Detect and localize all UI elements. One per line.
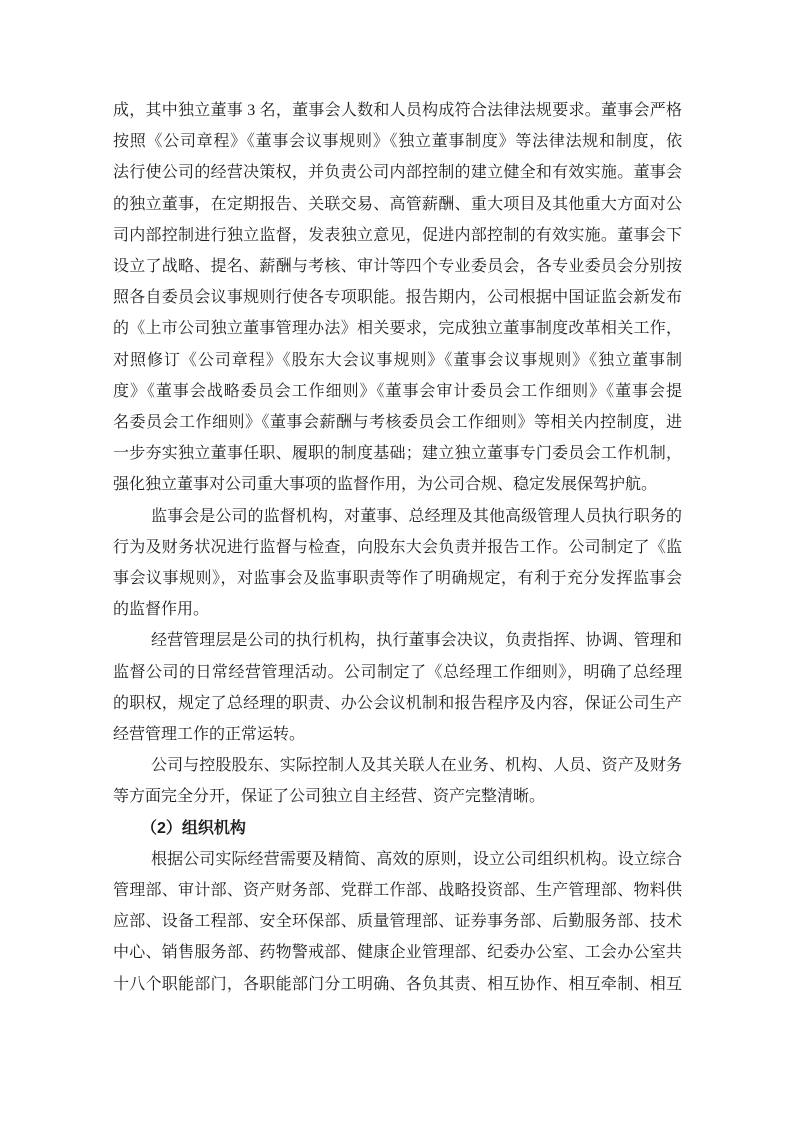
text-line: 管理部、审计部、资产财务部、党群工作部、战略投资部、生产管理部、物料供 — [113, 882, 682, 900]
text-line: 照各自委员会议事规则行使各专项职能。报告期内，公司根据中国证监会新发布 — [113, 289, 682, 307]
text-line: 的监督作用。 — [113, 601, 210, 619]
text-line: 等方面完全分开，保证了公司独立自主经营、资产完整清晰。 — [113, 788, 546, 806]
section-heading: （2）组织机构 — [141, 819, 246, 837]
text-line: 的独立董事，在定期报告、关联交易、高管薪酬、重大项目及其他重大方面对公 — [113, 195, 682, 213]
text-line: 事会议事规则》，对监事会及监事职责等作了明确规定，有利于充分发挥监事会 — [113, 570, 682, 588]
text-line: 经营管理工作的正常运转。 — [113, 726, 306, 744]
section-heading-org-structure — [113, 813, 682, 844]
paragraph-management — [113, 625, 682, 750]
text-line: 法行使公司的经营决策权，并负责公司内部控制的建立健全和有效实施。董事会 — [113, 164, 682, 182]
paragraph-independence — [113, 750, 682, 812]
text-line: 设立了战略、提名、薪酬与考核、审计等四个专业委员会，各专业委员会分别按 — [113, 258, 682, 276]
text-line: 行为及财务状况进行监督与检查，向股东大会负责并报告工作。公司制定了《监 — [113, 538, 682, 556]
text-line: 的《上市公司独立董事管理办法》相关要求，完成独立董事制度改革相关工作， — [113, 320, 682, 338]
text-line: 中心、销售服务部、药物警戒部、健康企业管理部、纪委办公室、工会办公室共 — [113, 944, 682, 962]
text-line: 司内部控制进行独立监督，发表独立意见，促进内部控制的有效实施。董事会下 — [113, 226, 682, 244]
text-line: 监督公司的日常经营管理活动。公司制定了《总经理工作细则》，明确了总经理 — [113, 663, 682, 681]
text-line: 按照《公司章程》《董事会议事规则》《独立董事制度》等法律法规和制度，依 — [113, 133, 682, 151]
text-line: 十八个职能部门，各职能部门分工明确、各负其责、相互协作、相互牵制、相互 — [113, 975, 682, 993]
text-line: 根据公司实际经营需要及精简、高效的原则，设立公司组织机构。设立综合 — [151, 850, 682, 868]
paragraph-departments — [113, 844, 682, 1000]
page-content — [113, 95, 682, 1000]
paragraph-board-governance — [113, 95, 682, 501]
text-line: 对照修订《公司章程》《股东大会议事规则》《董事会议事规则》《独立董事制 — [113, 351, 682, 369]
text-line: 的职权，规定了总经理的职责、办公会议机制和报告程序及内容，保证公司生产 — [113, 694, 682, 712]
text-line: 应部、设备工程部、安全环保部、质量管理部、证券事务部、后勤服务部、技术 — [113, 913, 682, 931]
paragraph-supervisory-board — [113, 501, 682, 626]
text-line: 成，其中独立董事 3 名，董事会人数和人员构成符合法律法规要求。董事会严格 — [113, 102, 682, 119]
text-line: 监事会是公司的监督机构，对董事、总经理及其他高级管理人员执行职务的 — [151, 507, 682, 525]
text-line: 名委员会工作细则》《董事会薪酬与考核委员会工作细则》等相关内控制度，进 — [113, 414, 682, 432]
text-line: 公司与控股股东、实际控制人及其关联人在业务、机构、人员、资产及财务 — [151, 757, 682, 775]
text-line: 一步夯实独立董事任职、履职的制度基础；建立独立董事专门委员会工作机制， — [113, 445, 682, 463]
text-line: 度》《董事会战略委员会工作细则》《董事会审计委员会工作细则》《董事会提 — [113, 382, 682, 400]
text-line: 经营管理层是公司的执行机构，执行董事会决议，负责指挥、协调、管理和 — [151, 632, 682, 650]
text-line: 强化独立董事对公司重大事项的监督作用，为公司合规、稳定发展保驾护航。 — [113, 476, 658, 494]
